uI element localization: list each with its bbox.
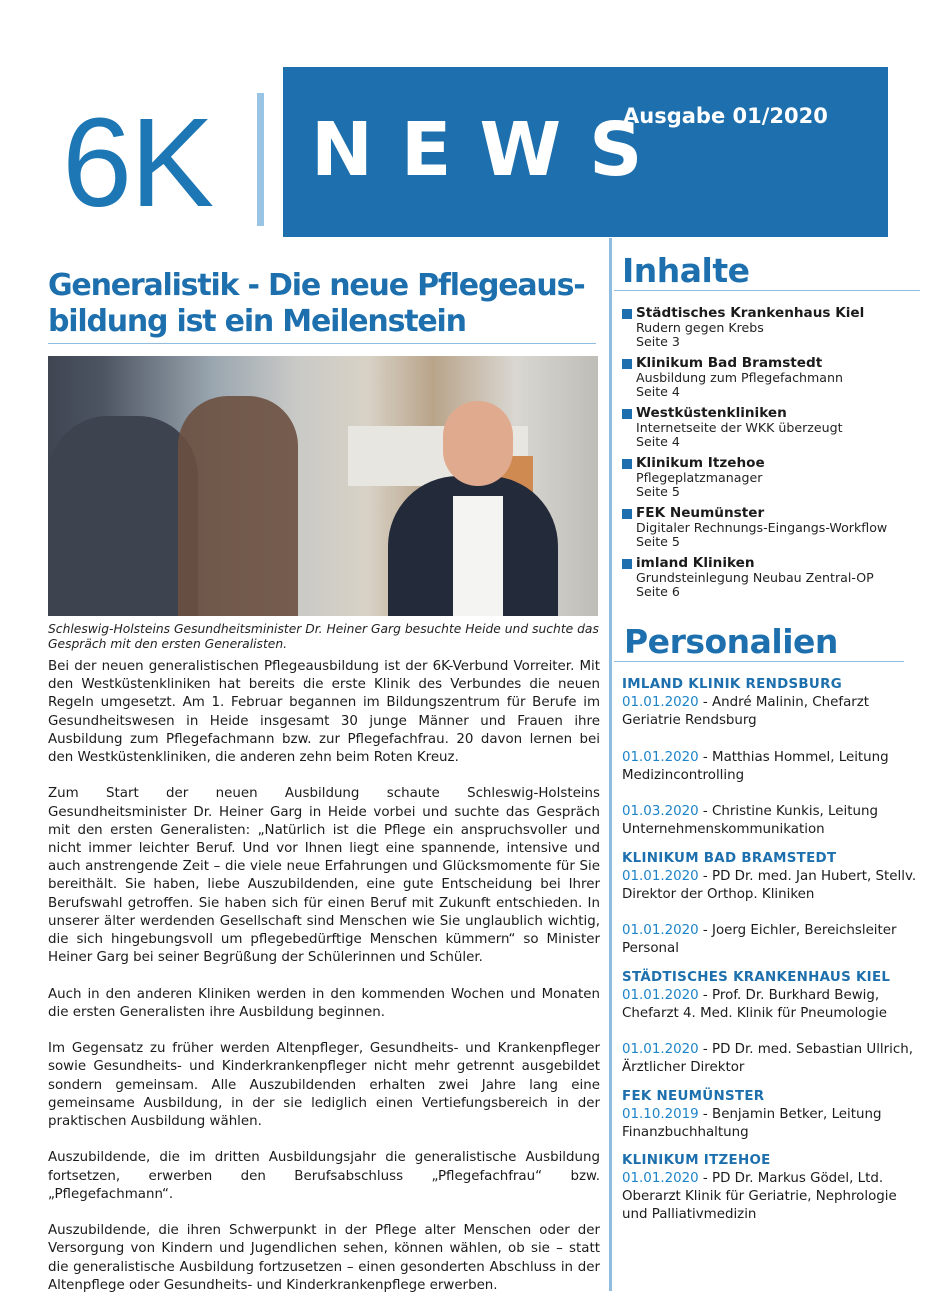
headline-line: bildung ist ein Meilenstein	[48, 304, 466, 339]
personnel-group	[622, 676, 922, 840]
personnel-text: - Benjamin Betker, Leitung Finanzbuchhaltung	[622, 1106, 882, 1140]
personnel-group	[622, 1088, 922, 1142]
bullet-square-icon	[622, 409, 632, 419]
personnel-entry	[622, 1170, 922, 1225]
article-paragraph: Auszubildende, die ihren Schwerpunkt in der Pflege alter Menschen oder der Versorgung von Kindern und Jugendlichen sehen, können wählen, ob sie – statt die generalistische Ausbildung fortzusetzen – einen gesonderten Abschluss in der Altenpflege oder Gesundheits- und Kinderkrankenpflege erwerben.	[48, 1223, 600, 1293]
bullet-square-icon	[622, 309, 632, 319]
contents-item-title: Klinikum Bad Bramstedt	[636, 355, 823, 371]
contents-item-subtitle: Grundsteinlegung Neubau Zentral-OP	[636, 570, 874, 585]
personnel-rule	[614, 661, 904, 662]
contents-item[interactable]	[622, 406, 922, 449]
personnel-date: 01.01.2020	[622, 749, 699, 765]
personnel-group	[622, 969, 922, 1078]
article-paragraph: Bei der neuen generalistischen Pflegeausbildung ist der 6K-Verbund Vorreiter. Mit den Westküstenkliniken hat bereits die erste Klinik des Verbundes die neuen Regeln umgesetzt. Am 1. Februar begannen im Bildungszentrum für Berufe im Gesundheitswesen in Heide insgesamt 30 junge Männer und Frauen ihre Ausbildung zum Pflegefachmann bzw. zur Pflegefachfrau. 20 davon lernen bei den Westküstenkliniken, die anderen zehn beim Roten Kreuz.	[48, 659, 600, 766]
contents-item-page: Seite 5	[636, 484, 680, 499]
contents-item-page: Seite 3	[636, 334, 680, 349]
contents-item[interactable]	[622, 356, 922, 399]
personnel-text: - PD Dr. Markus Gödel, Ltd. Oberarzt Klinik für Geriatrie, Nephrologie und Palliativmedizin	[622, 1171, 897, 1223]
personnel-group-title: STÄDTISCHES KRANKENHAUS KIEL	[622, 969, 891, 985]
personnel-text: - André Malinin, Chefarzt Geriatrie Rendsburg	[622, 695, 870, 729]
personnel-group-title: KLINIKUM ITZEHOE	[622, 1153, 771, 1168]
news-banner	[283, 67, 888, 237]
article-photo	[48, 356, 598, 616]
personnel-date: 01.01.2020	[622, 923, 699, 939]
contents-item-page: Seite 4	[636, 434, 680, 449]
contents-item[interactable]	[622, 506, 922, 549]
personnel-entry	[622, 803, 922, 839]
contents-item-subtitle: Ausbildung zum Pflegefachmann	[636, 370, 843, 385]
photo-person	[178, 396, 298, 616]
personnel-entry	[622, 1106, 922, 1142]
contents-item-subtitle: Internetseite der WKK überzeugt	[636, 420, 843, 435]
contents-item-title: Westküstenkliniken	[636, 405, 787, 421]
column-divider	[609, 238, 612, 1291]
personnel-group-title: IMLAND KLINIK RENDSBURG	[622, 677, 843, 692]
contents-item-title: Klinikum Itzehoe	[636, 455, 765, 471]
personnel-text: - PD Dr. med. Jan Hubert, Stellv. Direktor der Orthop. Kliniken	[622, 868, 917, 902]
bullet-square-icon	[622, 559, 632, 569]
bullet-square-icon	[622, 459, 632, 469]
article-paragraph: Im Gegensatz zu früher werden Altenpfleger, Gesundheits- und Krankenpfleger sowie Gesundheits- und Kinderkrankenpfleger nicht mehr getrennt ausgebildet sondern gemeinsam. Alle Auszubildenden erhalten zwei Jahre lang eine gemeinsame Ausbildung, in der sie lediglich einen Vertiefungsbereich in der praktischen Ausbildung wählen.	[48, 1041, 600, 1130]
photo-person	[48, 416, 198, 616]
banner-title: NEWS	[311, 107, 671, 193]
contents-item[interactable]	[622, 556, 922, 599]
article-body	[48, 658, 600, 1313]
bullet-square-icon	[622, 509, 632, 519]
personnel-text: - PD Dr. med. Sebastian Ullrich, Ärztlicher Direktor	[622, 1042, 913, 1076]
personnel-date: 01.01.2020	[622, 987, 699, 1003]
personnel-group-title: KLINIKUM BAD BRAMSTEDT	[622, 850, 837, 866]
contents-item-title: Städtisches Krankenhaus Kiel	[636, 305, 865, 321]
photo-shirt	[453, 496, 503, 616]
contents-item-page: Seite 6	[636, 584, 680, 599]
contents-item-subtitle: Rudern gegen Krebs	[636, 320, 764, 335]
article-paragraph: Auszubildende, die im dritten Ausbildungsjahr die generalistische Ausbildung fortsetzen, erwerben den Berufsabschluss „Pflegefachfrau“ bzw. „Pflegefachmann“.	[48, 1150, 600, 1202]
headline-rule	[48, 343, 596, 344]
personnel-date: 01.01.2020	[622, 695, 699, 710]
contents-item-title: imland Kliniken	[636, 555, 755, 571]
contents-rule	[614, 290, 920, 291]
contents-item-page: Seite 5	[636, 534, 680, 549]
personnel-entry	[622, 987, 922, 1023]
article-headline	[48, 268, 603, 340]
personnel-date: 01.01.2020	[622, 1171, 699, 1186]
personnel-date: 01.01.2020	[622, 868, 699, 884]
personnel-entry	[622, 922, 922, 958]
personnel-date: 01.01.2020	[622, 1042, 699, 1058]
contents-title: Inhalte	[622, 251, 750, 290]
personnel-date: 01.10.2019	[622, 1106, 699, 1122]
photo-face	[443, 401, 513, 486]
issue-label: Ausgabe 01/2020	[623, 104, 828, 128]
personnel-text: - Matthias Hommel, Leitung Medizincontrolling	[622, 749, 889, 783]
contents-list	[622, 306, 922, 606]
article-paragraph: Auch in den anderen Kliniken werden in den kommenden Wochen und Monaten die ersten Generalisten ihre Ausbildung beginnen.	[48, 986, 600, 1020]
personnel-text: - Christine Kunkis, Leitung Unternehmenskommunikation	[622, 804, 878, 838]
personnel-date: 01.03.2020	[622, 804, 699, 820]
personnel-entry	[622, 749, 922, 785]
contents-item[interactable]	[622, 306, 922, 349]
personnel-entry	[622, 1041, 922, 1077]
personnel-entry	[622, 694, 922, 730]
personnel-entry	[622, 868, 922, 904]
personnel-text: - Prof. Dr. Burkhard Bewig, Chefarzt 4. Med. Klinik für Pneumologie	[622, 987, 887, 1021]
personnel-text: - Joerg Eichler, Bereichsleiter Personal	[622, 923, 897, 957]
logo-6k: 6K	[62, 92, 213, 233]
contents-item-subtitle: Pflegeplatzmanager	[636, 470, 763, 485]
personnel-group	[622, 850, 922, 959]
personnel-group	[622, 1152, 922, 1225]
contents-item-title: FEK Neumünster	[636, 505, 765, 521]
personnel-group-title: FEK NEUMÜNSTER	[622, 1088, 765, 1104]
logo-divider	[257, 93, 264, 226]
personnel-title: Personalien	[624, 622, 838, 661]
contents-item-page: Seite 4	[636, 384, 680, 399]
personnel-list	[622, 676, 922, 1235]
article-paragraph: Zum Start der neuen Ausbildung schaute Schleswig-Holsteins Gesundheitsminister Dr. Heiner Garg in Heide vorbei und suchte das Gespräch mit den ersten Generalisten: „Natürlich ist die Pflege ein anspruchsvoller und nicht immer leichter Beruf. Und vor Ihnen liegt eine spannende, intensive und auch anstrengende Zeit – die viele neue Erfahrungen und Glücksmomente für Sie bereithält. Sie haben, liebe Auszubildenden, eine gute Entscheidung bei Ihrer Berufswahl getroffen. Sie haben sich für einen Beruf mit Zukunft entschieden. In unserer älter werdenden Gesellschaft sind Menschen wie Sie unglaublich wichtig, die sich hingebungsvoll um pflegebedürftige Menschen kümmern“ so Minister Heiner Garg bei seiner Begrüßung der Schülerinnen und Schüler.	[48, 786, 600, 966]
photo-caption: Schleswig-Holsteins Gesundheitsminister Dr. Heiner Garg besuchte Heide und suchte das Gespräch mit den ersten Generalisten.	[48, 622, 599, 651]
bullet-square-icon	[622, 359, 632, 369]
headline-line: Generalistik - Die neue Pflegeaus-	[48, 268, 585, 303]
contents-item[interactable]	[622, 456, 922, 499]
contents-item-subtitle: Digitaler Rechnungs-Eingangs-Workflow	[636, 520, 888, 535]
